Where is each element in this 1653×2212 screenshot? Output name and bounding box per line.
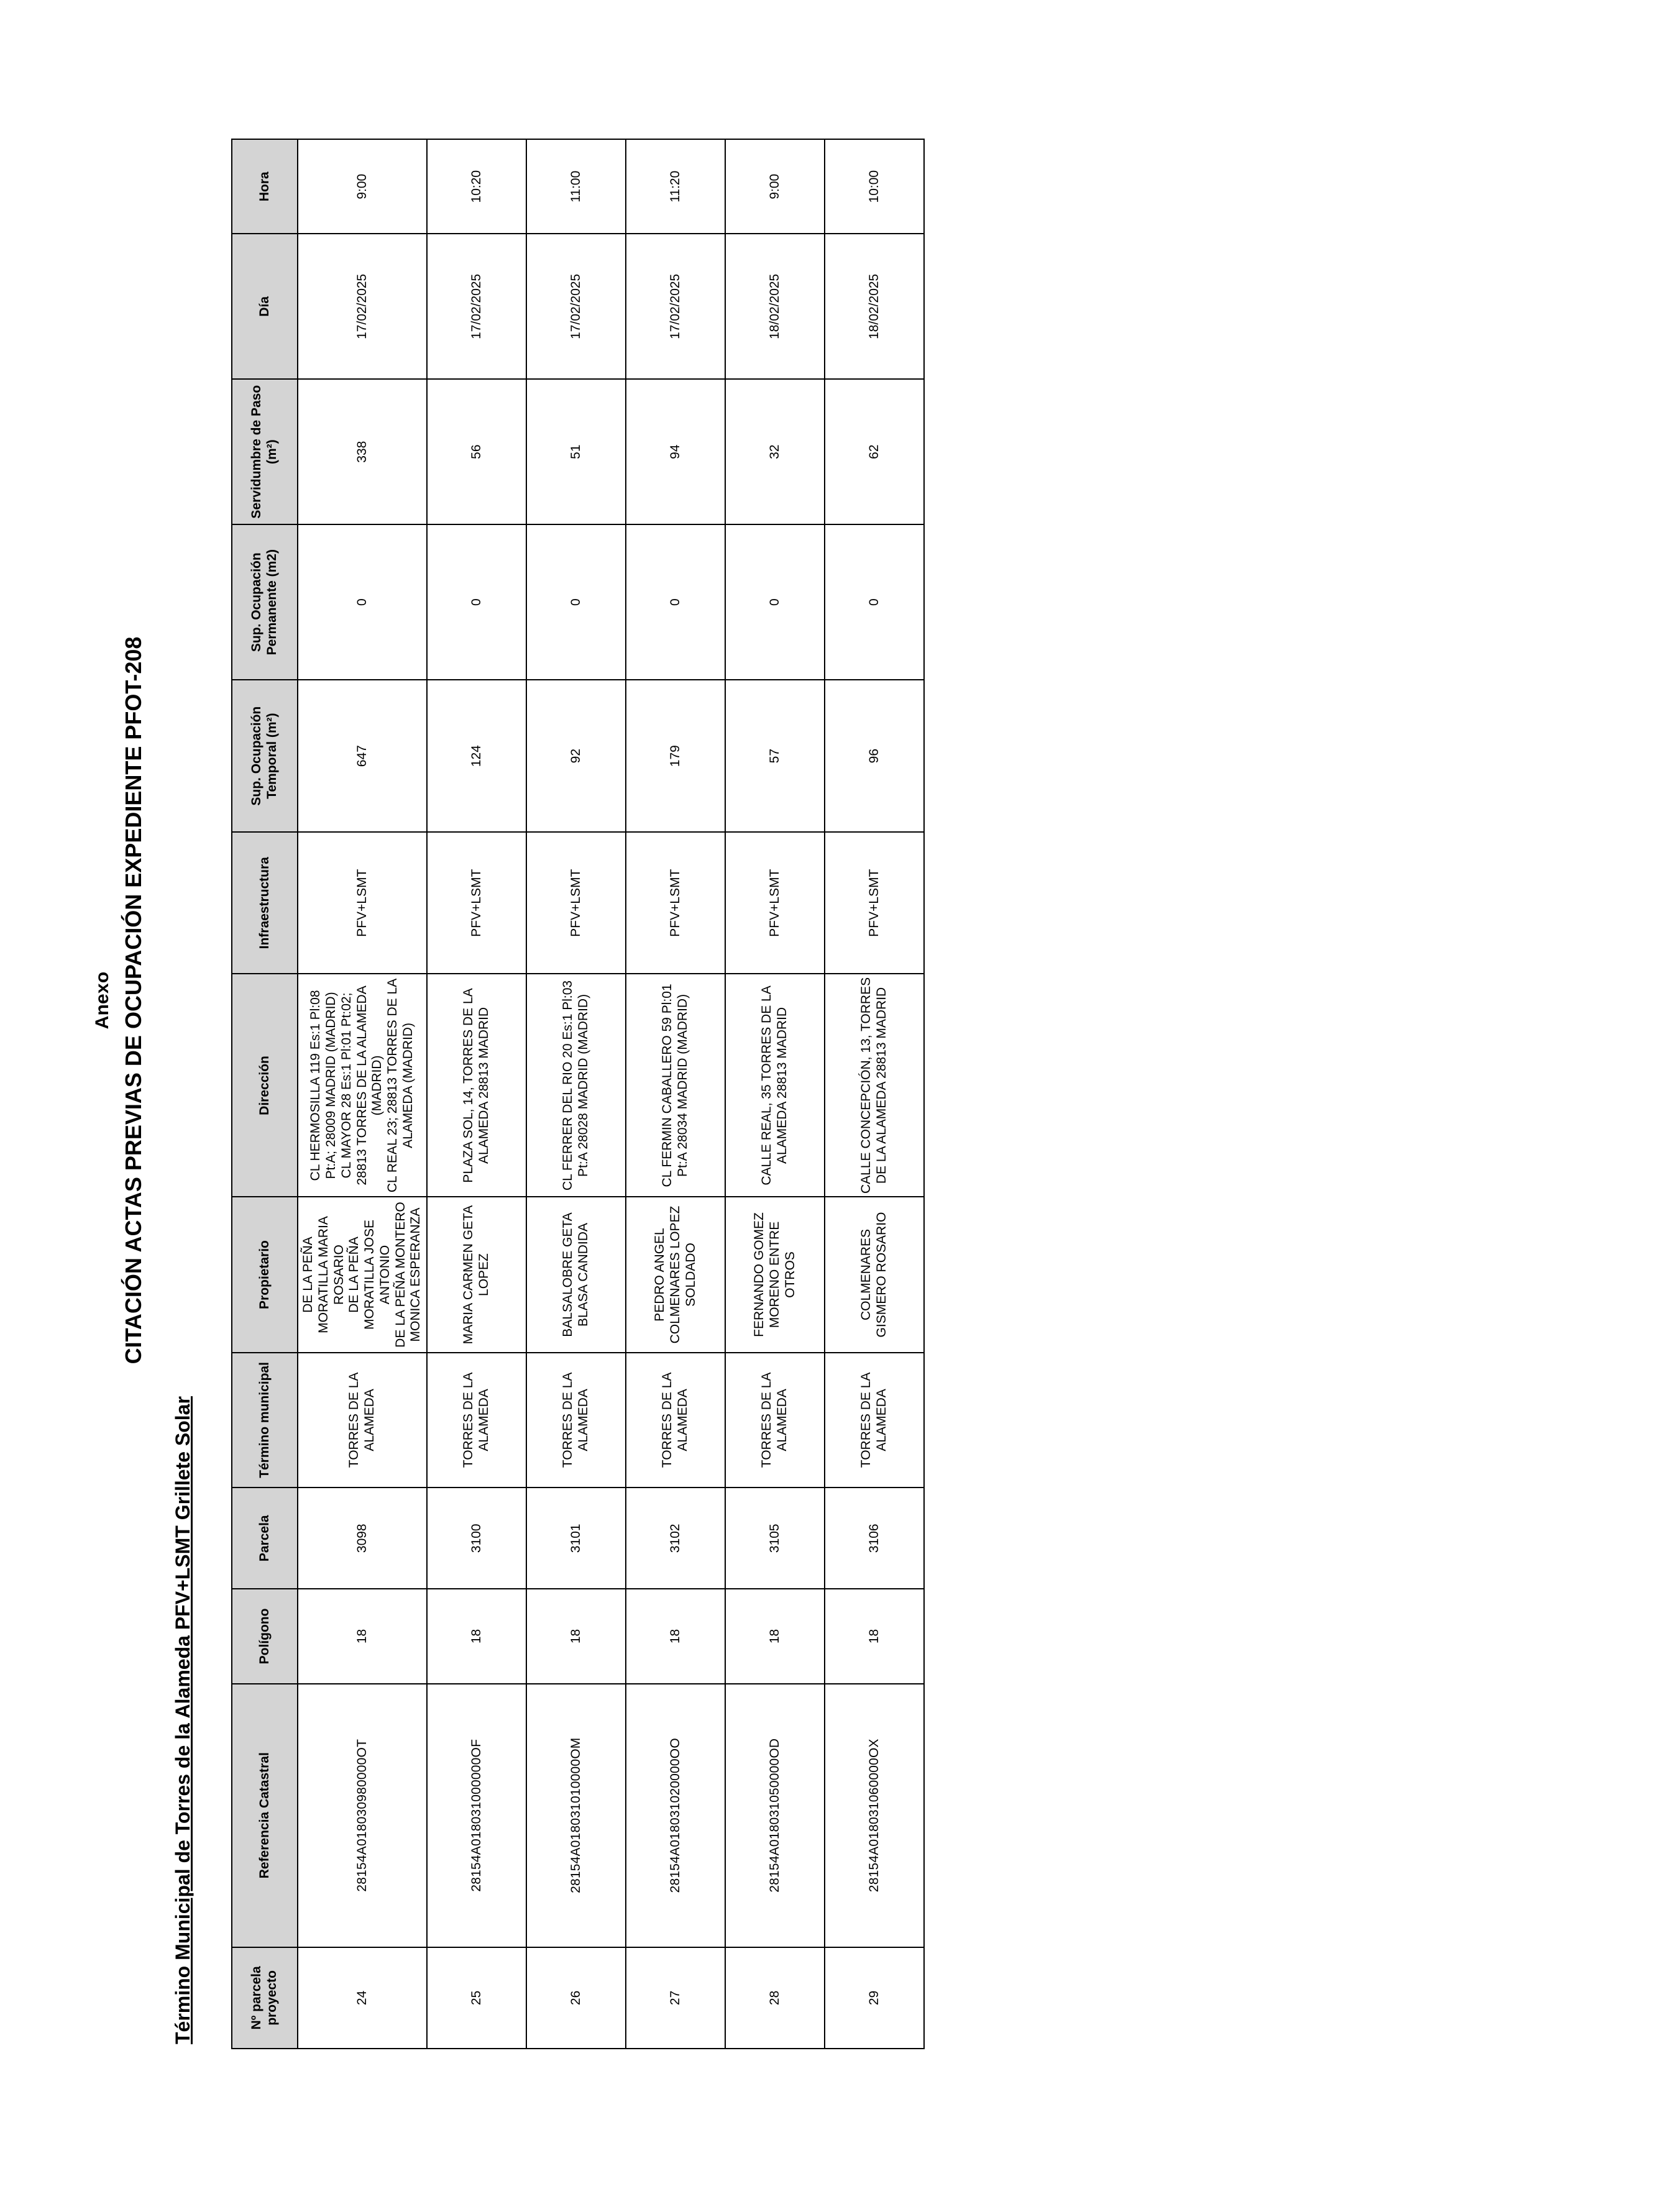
cell-dia: 17/02/2025 (626, 234, 725, 379)
cell-n-parcela: 25 (427, 1947, 526, 2049)
cell-servidumbre-de-paso: 338 (298, 379, 427, 524)
cell-referencia-catastral: 28154A018031010000OM (526, 1684, 626, 1947)
page-subtitle: Término Municipal de Torres de la Alameda PFV+LSMT Grillete Solar (172, 1396, 194, 2044)
cell-propietario: COLMENARES GISMERO ROSARIO (825, 1197, 924, 1352)
cell-dia: 17/02/2025 (427, 234, 526, 379)
cell-servidumbre-de-paso: 32 (725, 379, 825, 524)
cell-sup-ocupacion-temporal: 96 (825, 680, 924, 832)
cell-direccion: CALLE CONCEPCIÓN, 13, TORRES DE LA ALAMEDA 28813 MADRID (825, 974, 924, 1197)
cell-dia: 17/02/2025 (526, 234, 626, 379)
cell-hora: 10:00 (825, 139, 924, 234)
cell-n-parcela: 26 (526, 1947, 626, 2049)
cell-propietario: DE LA PEÑA MORATILLA MARIA ROSARIO DE LA PEÑA MORATILLA JOSE ANTONIO DE LA PEÑA MONTERO MONICA ESPERANZA (298, 1197, 427, 1352)
cell-n-parcela: 27 (626, 1947, 725, 2049)
cell-infraestructura: PFV+LSMT (427, 832, 526, 974)
table-row (427, 139, 526, 2049)
table-body (298, 139, 924, 2049)
cell-termino-municipal: TORRES DE LA ALAMEDA (825, 1353, 924, 1488)
cell-poligono: 18 (626, 1589, 725, 1683)
column-header-sup-ocupacion-permanente: Sup. Ocupación Permanente (m2) (232, 524, 298, 680)
cell-sup-ocupacion-temporal: 92 (526, 680, 626, 832)
cell-hora: 11:00 (526, 139, 626, 234)
cell-infraestructura: PFV+LSMT (298, 832, 427, 974)
anexo-label: Anexo (92, 971, 112, 1030)
column-header-hora: Hora (232, 139, 298, 234)
cell-n-parcela: 28 (725, 1947, 825, 2049)
cell-parcela: 3098 (298, 1488, 427, 1589)
cell-direccion: CALLE REAL, 35 TORRES DE LA ALAMEDA 28813 MADRID (725, 974, 825, 1197)
cell-sup-ocupacion-permanente: 0 (725, 524, 825, 680)
cell-sup-ocupacion-temporal: 124 (427, 680, 526, 832)
cell-hora: 9:00 (298, 139, 427, 234)
page-title: CITACIÓN ACTAS PREVIAS DE OCUPACIÓN EXPEDIENTE PFOT-208 (121, 636, 146, 1364)
cell-parcela: 3106 (825, 1488, 924, 1589)
column-header-infraestructura: Infraestructura (232, 832, 298, 974)
cell-parcela: 3102 (626, 1488, 725, 1589)
table-row (298, 139, 427, 2049)
cell-servidumbre-de-paso: 62 (825, 379, 924, 524)
cell-poligono: 18 (825, 1589, 924, 1683)
cell-referencia-catastral: 28154A018031060000OX (825, 1684, 924, 1947)
cell-sup-ocupacion-permanente: 0 (298, 524, 427, 680)
cell-referencia-catastral: 28154A018031020000OO (626, 1684, 725, 1947)
cell-sup-ocupacion-permanente: 0 (526, 524, 626, 680)
cell-referencia-catastral: 28154A018031050000OD (725, 1684, 825, 1947)
cell-termino-municipal: TORRES DE LA ALAMEDA (427, 1353, 526, 1488)
column-header-termino-municipal: Término municipal (232, 1353, 298, 1488)
cell-direccion: PLAZA SOL, 14, TORRES DE LA ALAMEDA 28813 MADRID (427, 974, 526, 1197)
cell-direccion: CL FERRER DEL RIO 20 Es:1 Pl:03 Pt:A 28028 MADRID (MADRID) (526, 974, 626, 1197)
cell-direccion: CL HERMOSILLA 119 Es:1 Pl:08 Pt:A; 28009 MADRID (MADRID) CL MAYOR 28 Es:1 Pl:01 Pt:02; 28813 TORRES DE LA ALAMEDA (MADRID) CL REAL 23; 28813 TORRES DE LA ALAMEDA (MADRID) (298, 974, 427, 1197)
cell-n-parcela: 29 (825, 1947, 924, 2049)
cell-n-parcela: 24 (298, 1947, 427, 2049)
cell-sup-ocupacion-temporal: 647 (298, 680, 427, 832)
cell-poligono: 18 (427, 1589, 526, 1683)
cell-propietario: FERNANDO GOMEZ MORENO ENTRE OTROS (725, 1197, 825, 1352)
cell-parcela: 3100 (427, 1488, 526, 1589)
cell-servidumbre-de-paso: 94 (626, 379, 725, 524)
cell-direccion: CL FERMIN CABALLERO 59 Pl:01 Pt:A 28034 MADRID (MADRID) (626, 974, 725, 1197)
cell-termino-municipal: TORRES DE LA ALAMEDA (298, 1353, 427, 1488)
column-header-poligono: Polígono (232, 1589, 298, 1683)
cell-parcela: 3101 (526, 1488, 626, 1589)
cell-hora: 9:00 (725, 139, 825, 234)
cell-referencia-catastral: 28154A018030980000OT (298, 1684, 427, 1947)
cell-propietario: MARIA CARMEN GETA LOPEZ (427, 1197, 526, 1352)
cell-referencia-catastral: 28154A018031000000OF (427, 1684, 526, 1947)
column-header-sup-ocupacion-temporal: Sup. Ocupación Temporal (m²) (232, 680, 298, 832)
table-row (626, 139, 725, 2049)
cell-dia: 18/02/2025 (725, 234, 825, 379)
cell-servidumbre-de-paso: 51 (526, 379, 626, 524)
column-header-direccion: Dirección (232, 974, 298, 1197)
cell-sup-ocupacion-permanente: 0 (825, 524, 924, 680)
cell-hora: 11:20 (626, 139, 725, 234)
column-header-n-parcela: Nº parcela proyecto (232, 1947, 298, 2049)
column-header-referencia-catastral: Referencia Catastral (232, 1684, 298, 1947)
column-header-propietario: Propietario (232, 1197, 298, 1352)
cell-termino-municipal: TORRES DE LA ALAMEDA (725, 1353, 825, 1488)
document-headings (92, 130, 195, 2057)
cell-infraestructura: PFV+LSMT (526, 832, 626, 974)
column-header-parcela: Parcela (232, 1488, 298, 1589)
table-row (526, 139, 626, 2049)
cell-dia: 18/02/2025 (825, 234, 924, 379)
cell-sup-ocupacion-temporal: 179 (626, 680, 725, 832)
table-row (725, 139, 825, 2049)
cell-sup-ocupacion-permanente: 0 (626, 524, 725, 680)
cell-propietario: BALSALOBRE GETA BLASA CANDIDA (526, 1197, 626, 1352)
cell-sup-ocupacion-temporal: 57 (725, 680, 825, 832)
cell-infraestructura: PFV+LSMT (825, 832, 924, 974)
parcel-table-container (231, 135, 925, 2049)
column-header-dia: Día (232, 234, 298, 379)
cell-parcela: 3105 (725, 1488, 825, 1589)
parcel-table (231, 139, 925, 2049)
cell-poligono: 18 (725, 1589, 825, 1683)
cell-termino-municipal: TORRES DE LA ALAMEDA (526, 1353, 626, 1488)
cell-poligono: 18 (298, 1589, 427, 1683)
cell-hora: 10:20 (427, 139, 526, 234)
cell-infraestructura: PFV+LSMT (725, 832, 825, 974)
cell-poligono: 18 (526, 1589, 626, 1683)
table-row (825, 139, 924, 2049)
cell-termino-municipal: TORRES DE LA ALAMEDA (626, 1353, 725, 1488)
cell-sup-ocupacion-permanente: 0 (427, 524, 526, 680)
cell-dia: 17/02/2025 (298, 234, 427, 379)
cell-propietario: PEDRO ANGEL COLMENARES LOPEZ SOLDADO (626, 1197, 725, 1352)
cell-servidumbre-de-paso: 56 (427, 379, 526, 524)
table-header-row (232, 139, 298, 2049)
cell-infraestructura: PFV+LSMT (626, 832, 725, 974)
column-header-servidumbre-de-paso: Servidumbre de Paso (m²) (232, 379, 298, 524)
